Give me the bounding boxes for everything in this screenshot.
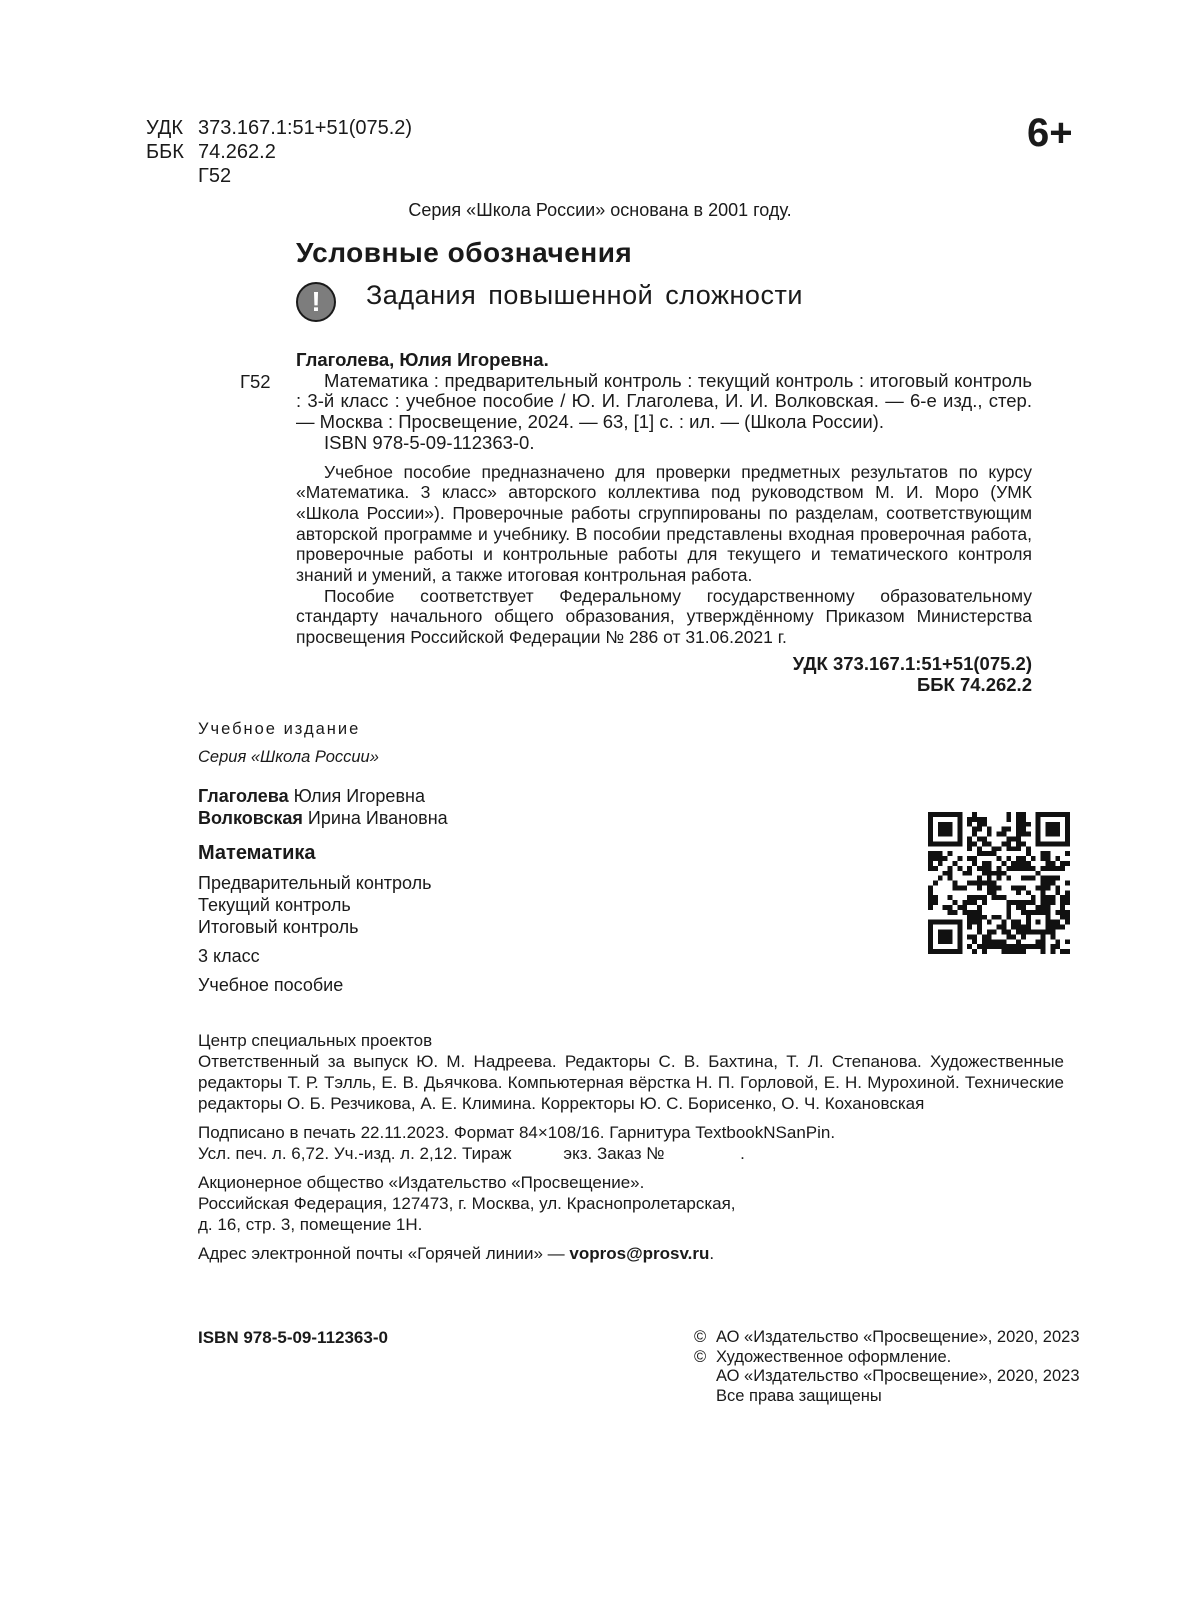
copyright-row-3 — [694, 1367, 1080, 1387]
isbn-footer: ISBN 978-5-09-112363-0 — [198, 1328, 388, 1347]
udk-value: 373.167.1:51+51(075.2) — [198, 117, 413, 139]
card-author-mark: Г52 — [240, 371, 271, 392]
card-author: Глаголева, Юлия Игоревна. — [296, 349, 549, 370]
card-udk: УДК 373.167.1:51+51(075.2) — [792, 652, 1032, 674]
card-codes — [296, 654, 1032, 695]
publisher-line-3: д. 16, стр. 3, помещение 1Н. — [198, 1215, 423, 1234]
author-2-surname: Волковская — [198, 808, 303, 828]
copyright-icon: © — [694, 1347, 707, 1366]
series-note: Серия «Школа России» основана в 2001 году. — [408, 200, 792, 220]
book-type: Учебное пособие — [198, 975, 344, 995]
bbk-row — [146, 140, 412, 164]
exclamation-circle-icon: ! — [296, 282, 336, 322]
card-standard-note: Пособие соответствует Федеральному государственному образовательному стандарту начального общего образования, утверждённому Приказом Министерства просвещения Российской Федерации № 286 от 31.06.2021 г. — [296, 585, 1032, 648]
publisher-line-2: Российская Федерация, 127473, г. Москва, ул. Краснопролетарская, — [198, 1194, 736, 1213]
copyright-block — [694, 1328, 1080, 1406]
print-line-1: Подписано в печать 22.11.2023. Формат 84×108/16. Гарнитура TextbookNSanPin. — [198, 1123, 836, 1142]
author-1 — [198, 785, 898, 807]
hotline-email — [198, 1243, 1064, 1264]
qr-code — [928, 812, 1070, 954]
card-annotation: Учебное пособие предназначено для проверки предметных результатов по курсу «Математика. 3 класс» авторского коллектива под руководством М. И. Моро (УМК «Школа России»). Проверочные работы сгруппированы по разделам, соответствующим авторской программе и учебнику. В пособии представлены входная проверочная работа, проверочные работы и контрольные работы для текущего и тематического контроля знаний и умений, а также итоговая контрольная работа. — [296, 461, 1032, 586]
copyright-icon: © — [694, 1328, 707, 1346]
email-link[interactable]: vopros@prosv.ru — [569, 1244, 710, 1263]
author-2 — [198, 807, 898, 829]
udk-label: УДК — [146, 117, 184, 139]
imprint — [198, 720, 898, 996]
card-description: Математика : предварительный контроль : текущий контроль : итоговый контроль : 3-й класс : учебное пособие / Ю. И. Глаголева, И. И. Волковская. — 6-е изд., стер. — Москва : Просвещение, 2024. — 63, [1] с. : ил. — (Школа России). — [296, 369, 1032, 433]
age-rating: 6+ — [1027, 111, 1073, 155]
email-period: . — [709, 1244, 715, 1263]
series-name: Серия «Школа России» — [198, 747, 379, 766]
subtitle-3: Итоговый контроль — [198, 917, 359, 937]
staff-list: Ответственный за выпуск Ю. М. Надреева. Редакторы С. В. Бахтина, Т. Л. Степанова. Художественные редакторы Т. Р. Тэлль, Е. В. Дьячкова. Компьютерная вёрстка Н. П. Горловой, Е. Н. Мурохиной. Технические редакторы О. Б. Резчикова, А. Е. Климина. Корректоры Ю. С. Борисенко, О. Ч. Кохановская — [198, 1052, 1064, 1113]
author-mark: Г52 — [198, 165, 232, 187]
copyright-line-1: АО «Издательство «Просвещение», 2020, 2023 — [716, 1328, 1080, 1346]
bbk-label: ББК — [146, 141, 184, 163]
author-2-name: Ирина Ивановна — [307, 808, 448, 828]
copyright-row-2 — [694, 1348, 1080, 1368]
email-label: Адрес электронной почты «Горячей линии» — — [198, 1244, 570, 1263]
legend-title: Условные обозначения — [296, 237, 633, 268]
classification-block — [146, 116, 412, 188]
grade: 3 класс — [198, 946, 260, 966]
book-title: Математика — [198, 842, 316, 864]
card-bbk: ББК 74.262.2 — [916, 673, 1032, 695]
copyright-line-4: Все права защищены — [716, 1386, 882, 1405]
publisher-line-1: Акционерное общество «Издательство «Просвещение». — [198, 1173, 645, 1192]
copyright-row-4 — [694, 1387, 1080, 1407]
center-name: Центр специальных проектов — [198, 1031, 433, 1050]
card-isbn: ISBN 978-5-09-112363-0. — [324, 431, 535, 453]
copyright-row-1 — [694, 1328, 1080, 1348]
credits — [198, 1030, 1064, 1264]
print-line-2: Усл. печ. л. 6,72. Уч.-изд. л. 2,12. Тираж экз. Заказ № . — [198, 1144, 745, 1163]
subtitle-1: Предварительный контроль — [198, 873, 432, 893]
author-1-name: Юлия Игоревна — [293, 786, 425, 806]
edition-type: Учебное издание — [198, 720, 361, 738]
copyright-line-2: Художественное оформление. — [716, 1347, 952, 1366]
bbk-value: 74.262.2 — [198, 141, 276, 163]
copyright-line-3: АО «Издательство «Просвещение», 2020, 2023 — [716, 1367, 1080, 1385]
udk-row — [146, 116, 412, 140]
legend-item-text: Задания повышенной сложности — [366, 280, 803, 310]
author-1-surname: Глаголева — [198, 786, 289, 806]
catalog-card — [240, 350, 1032, 695]
subtitle-2: Текущий контроль — [198, 895, 351, 915]
author-mark-row — [146, 164, 412, 188]
